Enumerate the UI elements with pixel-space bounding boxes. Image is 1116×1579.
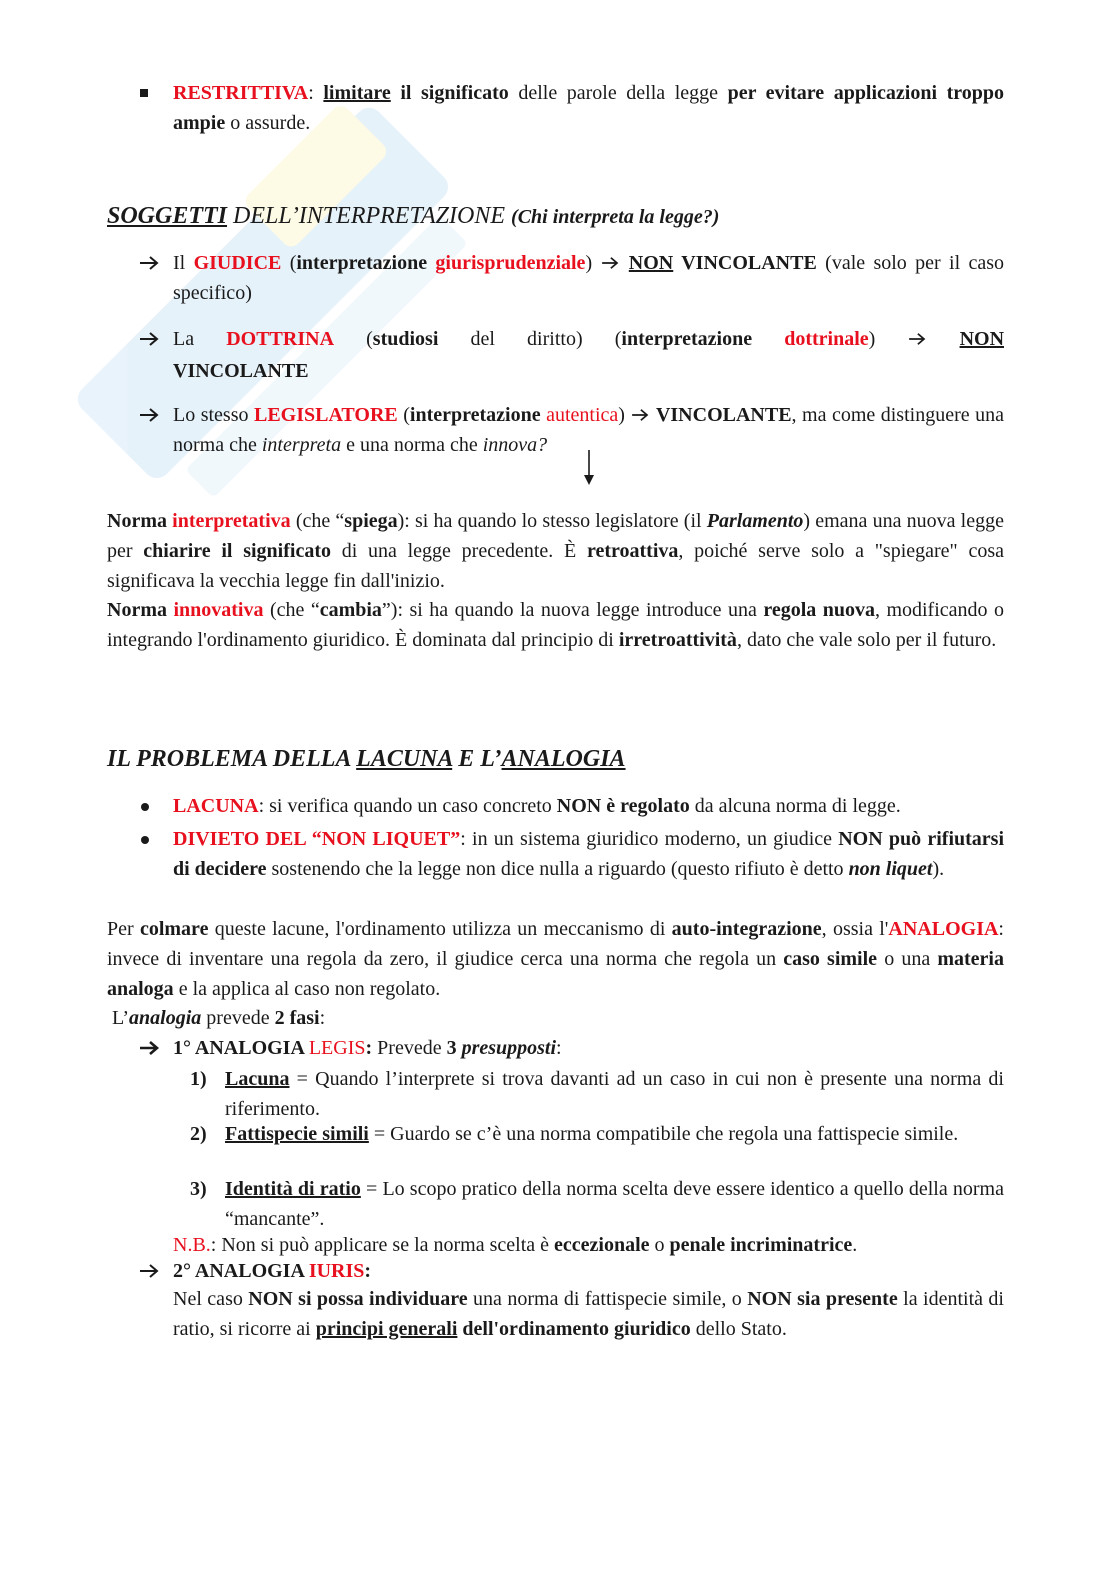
list-number: 2) (190, 1123, 207, 1145)
arrow-right-icon (138, 248, 168, 271)
analogia-legis-line: 1° ANALOGIA LEGIS: Prevede 3 presupposti: (173, 1037, 562, 1059)
restrittiva-item: RESTRITTIVA: limitare il significato delle parole della legge per evitare applicazioni troppo ampie o assurde. (173, 82, 1005, 134)
dottrina-item-line2: VINCOLANTE (173, 360, 309, 382)
arrow-right-icon (138, 1033, 168, 1056)
square-bullet-icon (138, 78, 168, 97)
lacuna-item: LACUNA: si verifica quando un caso concreto NON è regolato da alcuna norma di legge. (173, 795, 901, 817)
analogia-iuris-text: Nel caso NON si possa individuare una norma di fattispecie simile, o NON sia presente la identità di ratio, si ricorre ai principi generali dell'ordinamento giuridico dello Stato. (173, 1288, 1004, 1340)
list-item: Lacuna = Quando l’interprete si trova davanti ad un caso in cui non è presente una norma di riferimento. (225, 1068, 1004, 1120)
arrow-right-icon (600, 256, 620, 270)
arrow-right-icon (138, 1256, 168, 1279)
bullet-dot-icon (138, 791, 168, 811)
soggetti-heading: SOGGETTI DELL’INTERPRETAZIONE (Chi interpreta la legge?) (107, 203, 720, 229)
norma-interpretativa-paragraph: Norma interpretativa (che “spiega): si ha quando lo stesso legislatore (il Parlamento) emana una nuova legge per chiarire il significato di una legge precedente. È retroattiva, poiché serve solo a "spiegare" cosa significava la vecchia legge fin dall'inizio. (107, 510, 1004, 592)
divieto-item: DIVIETO DEL “NON LIQUET”: in un sistema giuridico moderno, un giudice NON può rifiutarsi di decidere sostenendo che la legge non dice nulla a riguardo (questo rifiuto è detto non liquet). (173, 828, 1005, 880)
dottrina-item-line1: La DOTTRINA (studiosi del diritto) (interpretazione dottrinale) NON (173, 328, 1004, 350)
arrow-down-icon (582, 449, 596, 487)
list-number: 3) (190, 1178, 207, 1200)
colmare-paragraph: Per colmare queste lacune, l'ordinamento utilizza un meccanismo di auto-integrazione, ossia l'ANALOGIA: invece di inventare una regola da zero, il giudice cerca una norma che regola un caso simile o una materia analoga e la applica al caso non regolato. (107, 918, 1004, 1000)
arrow-right-icon (138, 324, 168, 347)
fasi-line: L’analogia prevede 2 fasi: (107, 1007, 326, 1029)
analogia-iuris-line: 2° ANALOGIA IURIS: (173, 1260, 372, 1282)
giudice-item: Il GIUDICE (interpretazione giurisprudenziale) NON VINCOLANTE (vale solo per il caso specifico) (173, 252, 1005, 304)
lacuna-heading: IL PROBLEMA DELLA LACUNA E L’ANALOGIA (107, 746, 626, 772)
arrow-right-icon (630, 408, 650, 422)
arrow-right-icon (138, 400, 168, 423)
bullet-dot-icon (138, 824, 168, 844)
list-item: Fattispecie simili = Guardo se c’è una norma compatibile che regola una fattispecie simile. (225, 1123, 959, 1145)
list-number: 1) (190, 1068, 207, 1090)
arrow-right-icon (907, 332, 927, 346)
legislatore-item: Lo stesso LEGISLATORE (interpretazione autentica) VINCOLANTE, ma come distinguere una norma che interpreta e una norma che innova? (173, 404, 1004, 456)
list-item: Identità di ratio = Lo scopo pratico della norma scelta deve essere identico a quello della norma “mancante”. (225, 1178, 1004, 1230)
norma-innovativa-paragraph: Norma innovativa (che “cambia”): si ha quando la nuova legge introduce una regola nuova, modificando o integrando l'ordinamento giuridico. È dominata dal principio di irretroattività, dato che vale solo per il futuro. (107, 599, 1004, 651)
nb-note: N.B.: Non si può applicare se la norma scelta è eccezionale o penale incriminatrice. (173, 1234, 858, 1256)
